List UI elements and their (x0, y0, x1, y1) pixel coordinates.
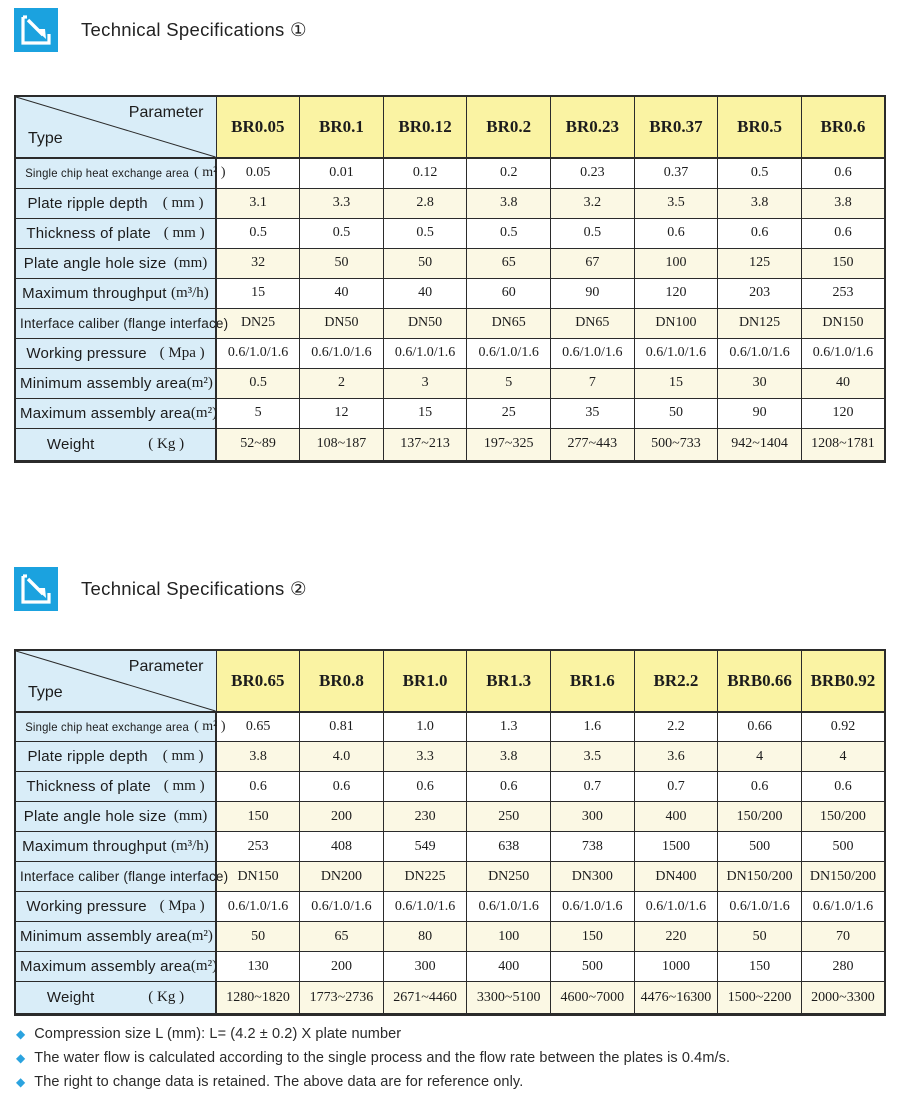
corner-cell (15, 96, 216, 158)
data-cell: 0.6/1.0/1.6 (383, 892, 467, 922)
data-cell: 0.6/1.0/1.6 (801, 892, 885, 922)
row-unit-text: ( mm ) (162, 194, 204, 211)
data-cell: 0.92 (801, 712, 885, 742)
table-row (15, 922, 885, 952)
table-row (15, 368, 885, 398)
row-unit-text: (m²) (190, 404, 218, 421)
data-cell: 100 (634, 248, 718, 278)
data-cell: 3.3 (300, 188, 384, 218)
data-cell: 60 (467, 278, 551, 308)
data-cell: 0.2 (467, 158, 551, 188)
table-row (15, 278, 885, 308)
data-cell: 0.5 (300, 218, 384, 248)
data-cell: 638 (467, 832, 551, 862)
data-cell: 40 (383, 278, 467, 308)
data-cell: DN150/200 (718, 862, 802, 892)
data-cell: 1.6 (551, 712, 635, 742)
notes-list (16, 1026, 900, 1098)
row-label (15, 188, 216, 218)
data-cell: 500 (551, 952, 635, 982)
section-title-2: Technical Specifications ② (81, 577, 307, 599)
section-header-1 (14, 8, 900, 52)
row-label-text: Plate ripple depth (27, 194, 148, 212)
row-unit-text: ( mm ) (163, 778, 205, 794)
row-label (15, 368, 216, 398)
data-cell: 65 (467, 248, 551, 278)
data-cell: 0.5 (216, 218, 300, 248)
data-cell: 197~325 (467, 428, 551, 461)
data-cell: 0.6 (383, 772, 467, 802)
data-cell: 3.8 (801, 188, 885, 218)
row-label (15, 922, 216, 952)
row-label-text: Maximum assembly area (20, 404, 191, 422)
table-row (15, 832, 885, 862)
data-cell: 0.6/1.0/1.6 (551, 338, 635, 368)
data-cell: 2.2 (634, 712, 718, 742)
diamond-bullet-icon: ◆ (16, 1027, 26, 1041)
data-cell: 3.2 (551, 188, 635, 218)
data-cell: DN65 (467, 308, 551, 338)
row-label-text: Plate angle hole size (23, 808, 167, 825)
table-row (15, 248, 885, 278)
data-cell: 0.6 (718, 218, 802, 248)
data-cell: 253 (216, 832, 300, 862)
data-cell: 137~213 (383, 428, 467, 461)
data-cell: 500~733 (634, 428, 718, 461)
data-cell: 0.65 (216, 712, 300, 742)
data-cell: 2.8 (383, 188, 467, 218)
data-cell: 150 (216, 802, 300, 832)
data-cell: DN50 (300, 308, 384, 338)
column-header: BR0.6 (801, 96, 885, 158)
row-unit-text: (m³/h) (170, 284, 209, 301)
column-header: BR0.1 (300, 96, 384, 158)
row-unit-text: ( Kg ) (148, 989, 185, 1005)
data-cell: 3.8 (467, 188, 551, 218)
table-row (15, 742, 885, 772)
data-cell: 50 (718, 922, 802, 952)
data-cell: 3.8 (467, 742, 551, 772)
data-cell: 0.6/1.0/1.6 (383, 338, 467, 368)
diamond-bullet-icon: ◆ (16, 1075, 26, 1089)
data-cell: 500 (801, 832, 885, 862)
section-header-2 (14, 567, 900, 611)
row-label (15, 248, 216, 278)
note-item (16, 1050, 900, 1074)
data-cell: 0.66 (718, 712, 802, 742)
row-unit-text: ( mm ) (162, 748, 204, 764)
data-cell: 2000~3300 (801, 982, 885, 1015)
data-cell: 0.6/1.0/1.6 (216, 338, 300, 368)
column-header: BR0.23 (551, 96, 635, 158)
arrow-box-icon (14, 8, 58, 52)
data-cell: 65 (300, 922, 384, 952)
data-cell: 4 (718, 742, 802, 772)
data-cell: 0.6/1.0/1.6 (634, 338, 718, 368)
data-cell: 0.6 (467, 772, 551, 802)
data-cell: 30 (718, 368, 802, 398)
data-cell: 3.8 (216, 742, 300, 772)
row-label (15, 772, 216, 802)
data-cell: 0.6/1.0/1.6 (801, 338, 885, 368)
data-cell: DN300 (551, 862, 635, 892)
row-label-text: Thickness of plate (26, 778, 151, 795)
data-cell: 90 (718, 398, 802, 428)
data-cell: 3 (383, 368, 467, 398)
column-header: BR0.12 (383, 96, 467, 158)
data-cell: 400 (634, 802, 718, 832)
data-cell: 1.0 (383, 712, 467, 742)
data-cell: 0.5 (718, 158, 802, 188)
row-label-text: Maximum throughput (22, 838, 167, 855)
data-cell: 250 (467, 802, 551, 832)
diamond-bullet-icon: ◆ (16, 1051, 26, 1065)
row-label (15, 712, 226, 742)
data-cell: 100 (467, 922, 551, 952)
data-cell: 3.1 (216, 188, 300, 218)
data-cell: 200 (300, 952, 384, 982)
data-cell: 40 (300, 278, 384, 308)
row-label-text: Working pressure (26, 344, 147, 362)
row-label-text: Single chip heat exchange area (25, 719, 189, 734)
data-cell: 35 (551, 398, 635, 428)
table-row (15, 772, 885, 802)
data-cell: 0.6/1.0/1.6 (718, 892, 802, 922)
data-cell: 0.7 (551, 772, 635, 802)
row-label (15, 982, 216, 1015)
column-header: BR1.0 (383, 650, 467, 712)
row-label-text: Weight (46, 435, 95, 453)
data-cell: 4600~7000 (551, 982, 635, 1015)
data-cell: 0.37 (634, 158, 718, 188)
data-cell: 0.6/1.0/1.6 (634, 892, 718, 922)
data-cell: 120 (801, 398, 885, 428)
data-cell: 277~443 (551, 428, 635, 461)
data-cell: 52~89 (216, 428, 300, 461)
corner-label-parameter: Parameter (128, 657, 204, 675)
data-cell: 230 (383, 802, 467, 832)
data-cell: 80 (383, 922, 467, 952)
data-cell: 253 (801, 278, 885, 308)
data-cell: 0.5 (551, 218, 635, 248)
data-cell: 0.05 (216, 158, 300, 188)
data-cell: 1.3 (467, 712, 551, 742)
data-cell: 125 (718, 248, 802, 278)
data-cell: 0.6/1.0/1.6 (216, 892, 300, 922)
table-row (15, 982, 885, 1015)
table-row (15, 218, 885, 248)
spec-table-1 (14, 95, 886, 463)
data-cell: 90 (551, 278, 635, 308)
row-label (15, 158, 226, 188)
data-cell: DN100 (634, 308, 718, 338)
data-cell: 2671~4460 (383, 982, 467, 1015)
row-label (15, 218, 216, 248)
note-text: Compression size L (mm): L= (4.2 ± 0.2) X plate number (34, 1026, 402, 1042)
data-cell: 4 (801, 742, 885, 772)
data-cell: 0.7 (634, 772, 718, 802)
corner-label-type: Type (28, 683, 63, 701)
data-cell: 130 (216, 952, 300, 982)
data-cell: DN200 (300, 862, 384, 892)
data-cell: 300 (551, 802, 635, 832)
data-cell: 150 (551, 922, 635, 952)
data-cell: 150/200 (718, 802, 802, 832)
row-label (15, 802, 216, 832)
column-header: BR0.05 (216, 96, 300, 158)
data-cell: 67 (551, 248, 635, 278)
data-cell: 50 (634, 398, 718, 428)
data-cell: 0.01 (300, 158, 384, 188)
data-cell: 942~1404 (718, 428, 802, 461)
data-cell: 2 (300, 368, 384, 398)
data-cell: 0.6/1.0/1.6 (300, 338, 384, 368)
data-cell: 12 (300, 398, 384, 428)
data-cell: DN150 (216, 862, 300, 892)
data-cell: 0.23 (551, 158, 635, 188)
row-label-text: Minimum assembly area (20, 928, 187, 945)
table-row (15, 338, 885, 368)
data-cell: 108~187 (300, 428, 384, 461)
data-cell: 1000 (634, 952, 718, 982)
row-unit-text: ( m² ) (194, 165, 226, 181)
row-label (15, 338, 216, 368)
row-label (15, 278, 216, 308)
data-cell: 280 (801, 952, 885, 982)
row-unit-text: ( Mpa ) (159, 344, 205, 361)
table-row (15, 952, 885, 982)
data-cell: 3.6 (634, 742, 718, 772)
data-cell: 0.6/1.0/1.6 (467, 338, 551, 368)
data-cell: 1208~1781 (801, 428, 885, 461)
table-row (15, 398, 885, 428)
data-cell: 4.0 (300, 742, 384, 772)
data-cell: 1280~1820 (216, 982, 300, 1015)
data-cell: 203 (718, 278, 802, 308)
data-cell: 408 (300, 832, 384, 862)
data-cell: 15 (216, 278, 300, 308)
data-cell: 200 (300, 802, 384, 832)
row-unit-text: ( Mpa ) (159, 898, 205, 914)
row-label-text: Minimum assembly area (20, 374, 187, 392)
column-header: BR2.2 (634, 650, 718, 712)
data-cell: DN225 (383, 862, 467, 892)
data-cell: 0.6 (801, 772, 885, 802)
data-cell: 220 (634, 922, 718, 952)
note-item (16, 1026, 900, 1050)
corner-cell (15, 650, 216, 712)
row-unit-text: ( mm ) (163, 224, 205, 241)
row-label-text: Interface caliber (flange interface) (20, 315, 229, 331)
data-cell: 0.6 (801, 218, 885, 248)
data-cell: 0.6 (801, 158, 885, 188)
row-unit-text: (m³/h) (170, 838, 209, 854)
data-cell: 0.6/1.0/1.6 (551, 892, 635, 922)
data-cell: 15 (634, 368, 718, 398)
data-cell: 7 (551, 368, 635, 398)
row-label (15, 952, 216, 982)
data-cell: 0.6/1.0/1.6 (300, 892, 384, 922)
row-label (15, 742, 216, 772)
data-cell: 150/200 (801, 802, 885, 832)
data-cell: 150 (718, 952, 802, 982)
data-cell: 3.5 (634, 188, 718, 218)
data-cell: DN250 (467, 862, 551, 892)
column-header: BR0.5 (718, 96, 802, 158)
table-row (15, 428, 885, 461)
data-cell: 150 (801, 248, 885, 278)
note-item (16, 1074, 900, 1098)
data-cell: 0.6/1.0/1.6 (467, 892, 551, 922)
spec-table-2 (14, 649, 886, 1017)
row-label (15, 832, 216, 862)
data-cell: DN25 (216, 308, 300, 338)
corner-label-type: Type (28, 130, 63, 147)
row-unit-text: (m²) (186, 374, 213, 391)
table-row (15, 862, 885, 892)
table-row (15, 802, 885, 832)
table-row (15, 188, 885, 218)
data-cell: 0.6 (216, 772, 300, 802)
header-row (15, 650, 885, 712)
row-unit-text: (m²) (186, 928, 213, 944)
data-cell: DN400 (634, 862, 718, 892)
row-label-text: Weight (46, 989, 95, 1006)
row-label-text: Working pressure (26, 898, 147, 915)
data-cell: 40 (801, 368, 885, 398)
arrow-box-icon (14, 567, 58, 611)
data-cell: 738 (551, 832, 635, 862)
data-cell: 0.6 (718, 772, 802, 802)
data-cell: 0.81 (300, 712, 384, 742)
data-cell: 5 (216, 398, 300, 428)
row-label-text: Plate angle hole size (23, 254, 167, 272)
data-cell: 1500~2200 (718, 982, 802, 1015)
note-text: The right to change data is retained. The above data are for reference only. (34, 1074, 524, 1090)
row-unit-text: ( Kg ) (148, 435, 185, 452)
data-cell: 0.6/1.0/1.6 (718, 338, 802, 368)
data-cell: 1773~2736 (300, 982, 384, 1015)
column-header: BR0.8 (300, 650, 384, 712)
data-cell: 0.5 (383, 218, 467, 248)
section-title-1: Technical Specifications ① (81, 19, 307, 40)
data-cell: 50 (383, 248, 467, 278)
column-header: BRB0.92 (801, 650, 885, 712)
row-label-text: Maximum throughput (22, 284, 167, 302)
data-cell: 0.5 (216, 368, 300, 398)
data-cell: 0.6 (634, 218, 718, 248)
row-unit-text: (m²) (190, 958, 218, 974)
row-label (15, 308, 229, 338)
data-cell: 549 (383, 832, 467, 862)
data-cell: 5 (467, 368, 551, 398)
row-unit-text: (mm) (173, 808, 208, 824)
data-cell: 0.12 (383, 158, 467, 188)
data-cell: 300 (383, 952, 467, 982)
row-label (15, 428, 216, 461)
data-cell: 4476~16300 (634, 982, 718, 1015)
data-cell: 3300~5100 (467, 982, 551, 1015)
column-header: BR0.2 (467, 96, 551, 158)
row-label-text: Maximum assembly area (20, 958, 191, 975)
data-cell: 3.3 (383, 742, 467, 772)
data-cell: 50 (300, 248, 384, 278)
data-cell: 120 (634, 278, 718, 308)
table-row (15, 712, 885, 742)
column-header: BR0.37 (634, 96, 718, 158)
row-unit-text: ( m² ) (194, 718, 226, 734)
row-label (15, 398, 216, 428)
table-row (15, 308, 885, 338)
column-header: BR1.6 (551, 650, 635, 712)
data-cell: 25 (467, 398, 551, 428)
header-row (15, 96, 885, 158)
data-cell: 3.5 (551, 742, 635, 772)
row-label (15, 862, 229, 892)
row-label-text: Interface caliber (flange interface) (20, 869, 229, 884)
data-cell: 1500 (634, 832, 718, 862)
data-cell: 15 (383, 398, 467, 428)
table-row (15, 158, 885, 188)
row-label-text: Plate ripple depth (27, 748, 148, 765)
row-label-text: Single chip heat exchange area (25, 166, 189, 181)
data-cell: 0.5 (467, 218, 551, 248)
corner-label-parameter: Parameter (128, 104, 204, 121)
column-header: BR1.3 (467, 650, 551, 712)
data-cell: DN50 (383, 308, 467, 338)
data-cell: 3.8 (718, 188, 802, 218)
column-header: BRB0.66 (718, 650, 802, 712)
data-cell: 500 (718, 832, 802, 862)
data-cell: DN65 (551, 308, 635, 338)
data-cell: 50 (216, 922, 300, 952)
note-text: The water flow is calculated according to the single process and the flow rate between the plates is 0.4m/s. (34, 1050, 731, 1066)
column-header: BR0.65 (216, 650, 300, 712)
table-row (15, 892, 885, 922)
row-label-text: Thickness of plate (26, 224, 151, 242)
data-cell: 0.6 (300, 772, 384, 802)
data-cell: 70 (801, 922, 885, 952)
data-cell: DN125 (718, 308, 802, 338)
data-cell: 400 (467, 952, 551, 982)
data-cell: DN150 (801, 308, 885, 338)
row-label (15, 892, 216, 922)
data-cell: 32 (216, 248, 300, 278)
data-cell: DN150/200 (801, 862, 885, 892)
row-unit-text: (mm) (173, 254, 208, 271)
